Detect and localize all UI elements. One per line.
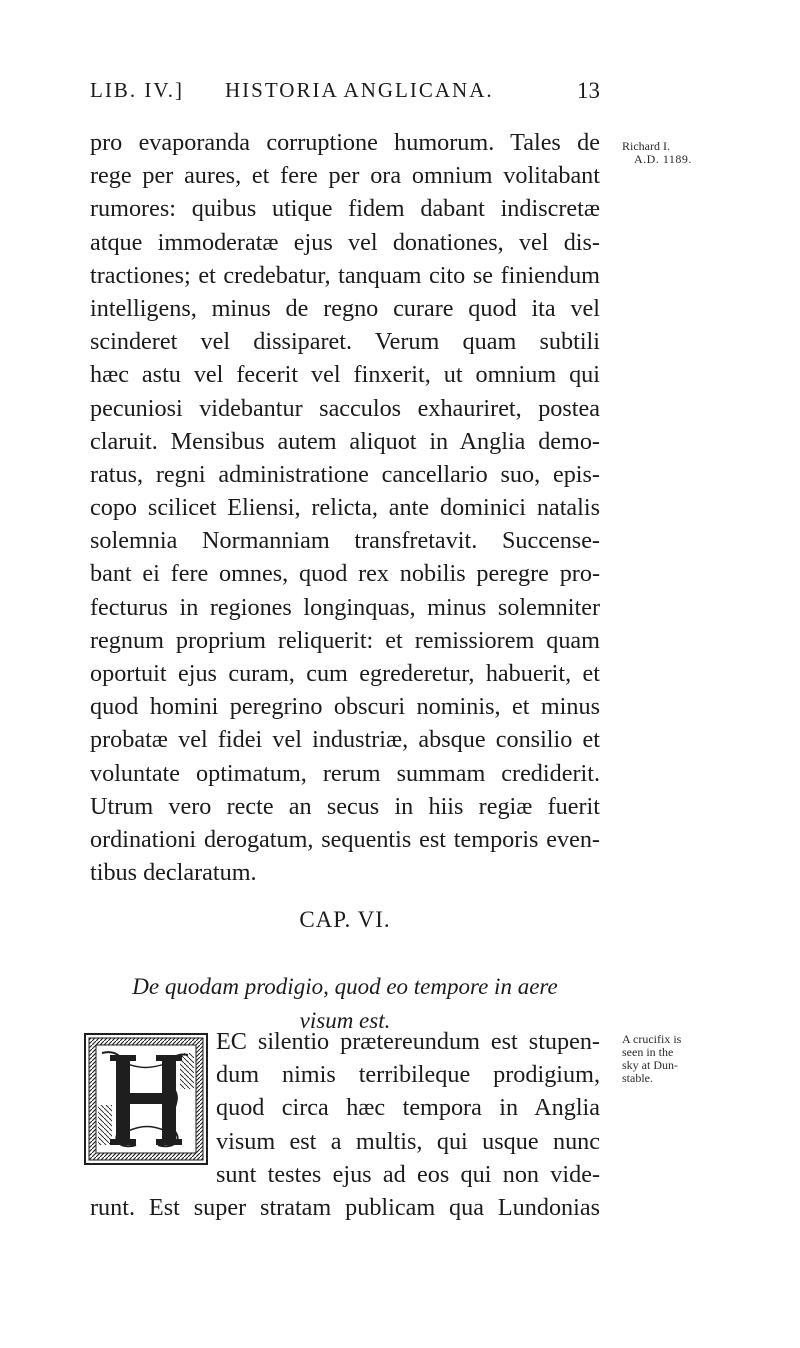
book-number: LIB. IV.]: [90, 78, 185, 102]
text-line: intelligens, minus de regno curare quod ita vel: [90, 294, 600, 322]
marginal-king: Richard I.: [622, 139, 670, 153]
subtitle-line: De quodam prodigio, quod eo tempore in aere: [132, 974, 558, 999]
body-text: [90, 126, 600, 889]
marginal-line: A crucifix is: [622, 1032, 682, 1046]
text-line: sunt testes ejus ad eos qui non vide-: [216, 1160, 600, 1188]
marginal-year: A.D. 1189.: [634, 152, 692, 166]
text-line: tractiones; et credebatur, tanquam cito se finiendum: [90, 261, 600, 289]
text-line: Utrum vero recte an secus in hiis regiæ fuerit: [90, 792, 600, 820]
text-line: ratus, regni administratione cancellario suo, epis-: [90, 460, 600, 488]
marginal-line: stable.: [622, 1071, 653, 1085]
marginal-note-crucifix: [622, 1033, 732, 1085]
text-line: visum est a multis, qui usque nunc: [216, 1127, 600, 1155]
chapter-text: [90, 1026, 600, 1225]
text-line: fecturus in regiones longinquas, minus solemniter: [90, 593, 600, 621]
page-number: 13: [577, 78, 600, 103]
text-line: hæc astu vel fecerit vel finxerit, ut omnium qui: [90, 361, 600, 389]
text-line: quod circa hæc tempora in Anglia: [216, 1094, 600, 1122]
text-line: atque immoderatæ ejus vel donationes, vel dis-: [90, 228, 600, 256]
marginal-line: sky at Dun-: [622, 1058, 678, 1072]
text-line: probatæ vel fidei vel industriæ, absque consilio et: [90, 726, 600, 754]
text-line: rumores: quibus utique fidem dabant indiscretæ: [90, 195, 600, 223]
text-line: quod homini peregrino obscuri nominis, et minus: [90, 693, 600, 721]
running-title: HISTORIA ANGLICANA.: [225, 78, 494, 102]
text-line: ordinationi derogatum, sequentis est temporis even-: [90, 825, 600, 853]
text-line: copo scilicet Eliensi, relicta, ante dominici natalis: [90, 494, 600, 522]
text-line: runt. Est super stratam publicam qua Lundonias: [90, 1193, 600, 1221]
text-line: oportuit ejus curam, cum egrederetur, habuerit, et: [90, 660, 600, 687]
text-line: dum nimis terribileque prodigium,: [216, 1061, 600, 1089]
text-line: tibus declaratum.: [90, 859, 257, 887]
text-line: EC silentio prætereundum est stupen-: [216, 1028, 600, 1055]
text-line: claruit. Mensibus autem aliquot in Anglia demo-: [90, 427, 600, 455]
text-line: pecuniosi videbantur sacculos exhauriret, postea: [90, 394, 600, 422]
text-line: rege per aures, et fere per ora omnium volitabant: [90, 162, 600, 190]
text-line: solemnia Normanniam transfretavit. Succense-: [90, 527, 600, 555]
chapter-heading: CAP. VI.: [299, 907, 391, 932]
text-line: regnum proprium reliquerit: et remissiorem quam: [90, 626, 600, 654]
marginal-line: seen in the: [622, 1045, 674, 1059]
subtitle-line: visum est.: [299, 1008, 391, 1033]
marginal-note-reign: [622, 140, 692, 166]
text-line: bant ei fere omnes, quod rex nobilis peregre pro-: [90, 560, 600, 588]
text-line: scinderet vel dissiparet. Verum quam subtili: [90, 328, 600, 356]
text-line: voluntate optimatum, rerum summam crediderit.: [90, 759, 600, 787]
running-head: [90, 78, 600, 108]
text-line: pro evaporanda corruptione humorum. Tales de: [90, 129, 600, 156]
